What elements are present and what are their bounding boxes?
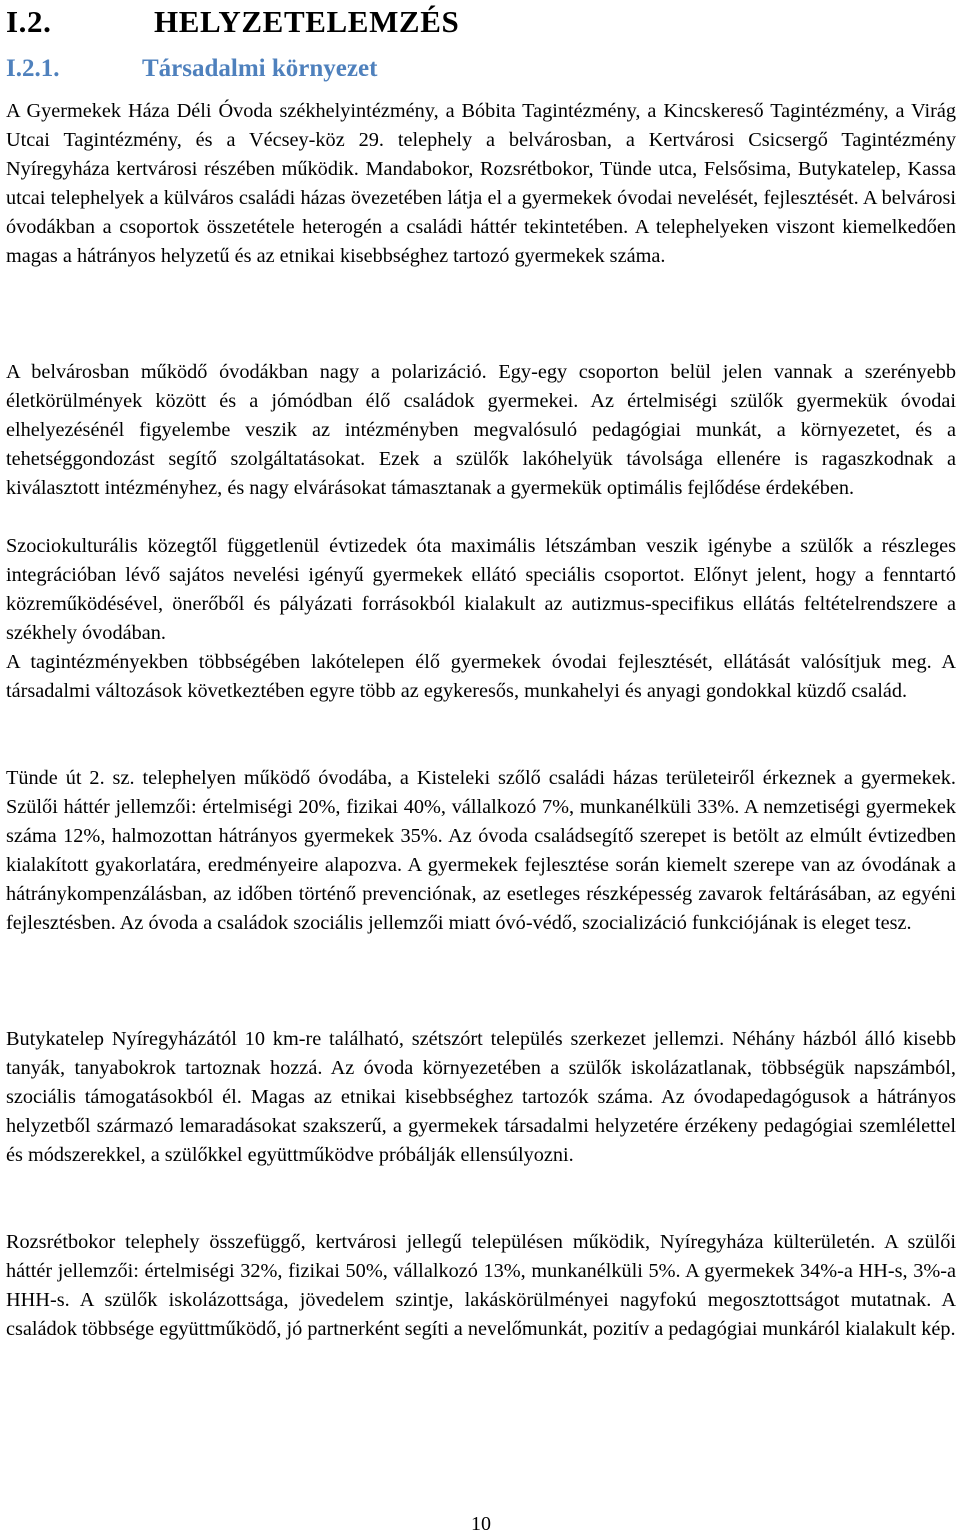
subsection-heading xyxy=(6,52,377,86)
paragraph-polarization: A belvárosban működő óvodákban nagy a polarizáció. Egy-egy csoporton belül jelen vannak a szerényebb életkörülmények között és a jómódban élő családok gyermekei. Az értelmiségi szülők gyermekük óvodai elhelyezésénél figyelembe veszik az intézményben megvalósuló pedagógiai munkát, a környezetet, és a tehetséggondozást segítő szolgáltatásokat. Ezek a szülők lakóhelyük távolsága ellenére is ragaszkodnak a kiválasztott intézményhez, és nagy elvárásokat támasztanak a gyermekük optimális fejlődése érdekében. xyxy=(6,361,956,499)
paragraph-institutions: A Gyermekek Háza Déli Óvoda székhelyintézmény, a Bóbita Tagintézmény, a Kincskereső Tagintézmény, a Virág Utcai Tagintézmény, és a Vécsey-köz 29. telephely a belvárosban, a Kertvárosi Csicsergő Tagintézmény Nyíregyháza kertvárosi részében működik. Mandabokor, Rozsrétbokor, Tünde utca, Felsősima, Butykatelep, Kassa utcai telephelyek a külváros családi házas övezetében látja el a gyermekek óvodai nevelését, fejlesztését. A belvárosi óvodákban a csoportok összetétele heterogén a családi háttér tekintetében. A telephelyeken viszont kiemelkedően magas a hátrányos helyzetű és az etnikai kisebbséghez tartozó gyermekek száma. xyxy=(6,100,956,267)
paragraph-butykatelep: Butykatelep Nyíregyházától 10 km-re található, szétszórt település szerkezet jellemzi. Néhány házból álló kisebb tanyák, tanyabokrok tartoznak hozzá. Az óvoda környezetében a szülők iskolázatlanak, többségük napszámból, szociális támogatásokból él. Magas az etnikai kisebbséghez tartozók száma. Az óvodapedagógusok a hátrányos helyzetből származó lemaradásokat szakszerű, a gyermekek társadalmi helyzetére érzékeny pedagógiai szemlélettel és módszerekkel, a szülőkkel együttműködve próbálják ellensúlyozni. xyxy=(6,1028,956,1166)
paragraph-special-needs: Szociokulturális közegtől függetlenül évtizedek óta maximális létszámban veszik igénybe a szülők a részleges integrációban lévő sajátos nevelési igényű gyermekek ellátó speciális csoportot. Előnyt jelent, hogy a fenntartó közreműködésével, önerőből és pályázati forrásokból kialakult az autizmus-specifikus ellátás feltételrendszere a székhely óvodában. xyxy=(6,535,956,644)
paragraph-member-institutions: A tagintézményekben többségében lakótelepen élő gyermekek óvodai fejlesztését, ellátását valósítjuk meg. A társadalmi változások következtében egyre több az egykeresős, munkahelyi és anyagi gondokkal küzdő család. xyxy=(6,651,956,702)
section-heading xyxy=(6,2,459,42)
section-heading-number: I.2. xyxy=(6,4,52,39)
subsection-heading-title: Társadalmi környezet xyxy=(142,55,378,82)
page-number: 10 xyxy=(471,1513,491,1535)
subsection-heading-number: I.2.1. xyxy=(6,55,60,82)
paragraph-rozsretbokor: Rozsrétbokor telephely összefüggő, kertvárosi jellegű településen működik, Nyíregyháza külterületén. A szülői háttér jellemzői: értelmiségi 32%, fizikai 50%, vállalkozó 13%, munkanélküli 5%. A gyermekek 34%-a HH-s, 3%-a HHH-s. A szülők iskolázottsága, jövedelem szintje, lakáskörülményei nagyfokú megosztottságot mutatnak. A családok többsége együttműködő, jó partnerként segíti a nevelőmunkát, pozitív a pedagógiai munkáról kialakult kép. xyxy=(6,1231,956,1340)
paragraph-tunde-ut: Tünde út 2. sz. telephelyen működő óvodába, a Kisteleki szőlő családi házas területeiről érkeznek a gyermekek. Szülői háttér jellemzői: értelmiségi 20%, fizikai 40%, vállalkozó 7%, munkanélküli 33%. A nemzetiségi gyermekek száma 12%, halmozottan hátrányos gyermekek 35%. Az óvoda családsegítő szerepet is betölt az elmúlt évtizedben kialakított gyakorlatára, eredményeire alapozva. A gyermekek fejlesztése során kiemelt szerepe van az óvodának a hátránykompenzálásban, az időben történő prevenciónak, az esetleges részképesség zavarok feltárásában, az egyéni fejlesztésben. Az óvoda a családok szociális jellemzői miatt óvó-védő, szocializáció funkciójának is eleget tesz. xyxy=(6,767,956,934)
section-heading-title: HELYZETELEMZÉS xyxy=(154,4,460,39)
